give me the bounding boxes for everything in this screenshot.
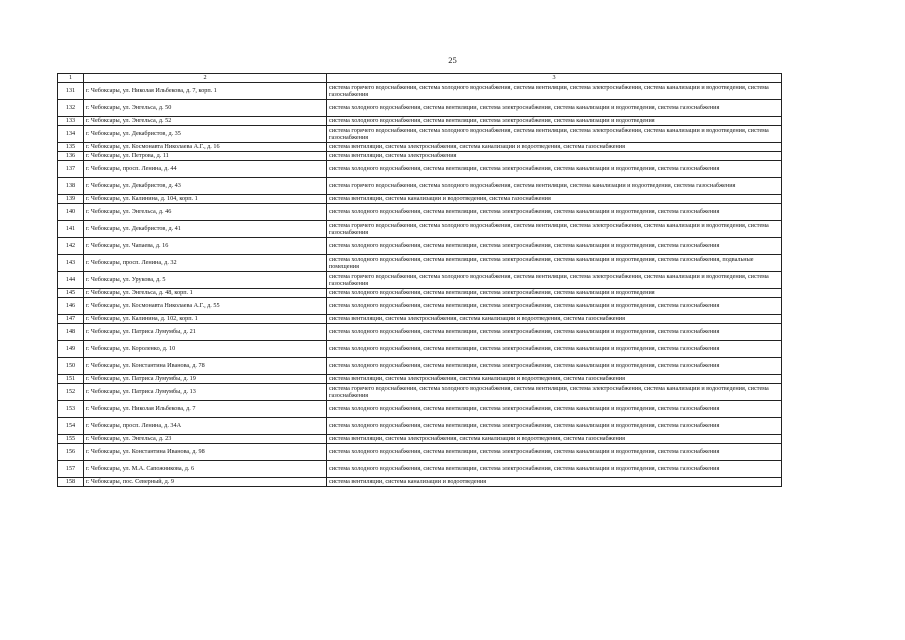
systems-cell: система вентиляции, система электроснабжения, система канализации и водоотведения, система газоснабжения (327, 375, 782, 384)
systems-cell: система вентиляции, система электроснабжения (327, 152, 782, 161)
table-row (58, 315, 782, 324)
table-row (58, 375, 782, 384)
address-cell: г. Чебоксары, ул. Энгельса, д. 48, корп. 1 (84, 289, 327, 298)
systems-cell: система холодного водоснабжения, система вентиляции, система электроснабжения, система канализации и водоотведения, система газоснабжения (327, 358, 782, 375)
address-cell: г. Чебоксары, ул. Константина Иванова, д. 78 (84, 358, 327, 375)
systems-cell: система холодного водоснабжения, система вентиляции, система электроснабжения, система канализации и водоотведения, система газоснабжения (327, 341, 782, 358)
systems-cell: система холодного водоснабжения, система вентиляции, система электроснабжения, система канализации и водоотведения, система газоснабжения (327, 401, 782, 418)
row-number-cell: 145 (58, 289, 84, 298)
row-number-cell: 143 (58, 255, 84, 272)
table-row (58, 418, 782, 435)
column-header-systems: 3 (327, 74, 782, 83)
address-cell: г. Чебоксары, ул. Константина Иванова, д. 98 (84, 444, 327, 461)
systems-cell: система холодного водоснабжения, система вентиляции, система электроснабжения, система канализации и водоотведения (327, 289, 782, 298)
table-row (58, 358, 782, 375)
systems-cell: система вентиляции, система электроснабжения, система канализации и водоотведения, система газоснабжения (327, 143, 782, 152)
table-row (58, 152, 782, 161)
systems-cell: система горячего водоснабжения, система холодного водоснабжения, система вентиляции, система электроснабжения, система канализации и водоотведения, система газоснабжения (327, 221, 782, 238)
table-row (58, 324, 782, 341)
row-number-cell: 152 (58, 384, 84, 401)
address-cell: г. Чебоксары, ул. Декабристов, д. 41 (84, 221, 327, 238)
row-number-cell: 132 (58, 100, 84, 117)
table-row (58, 384, 782, 401)
row-number-cell: 131 (58, 83, 84, 100)
row-number-cell: 133 (58, 117, 84, 126)
systems-cell: система холодного водоснабжения, система вентиляции, система электроснабжения, система канализации и водоотведения (327, 117, 782, 126)
systems-cell: система вентиляции, система электроснабжения, система канализации и водоотведения, система газоснабжения (327, 315, 782, 324)
table-row (58, 401, 782, 418)
systems-cell: система холодного водоснабжения, система вентиляции, система электроснабжения, система канализации и водоотведения, система газоснабжения (327, 444, 782, 461)
address-cell: г. Чебоксары, ул. Калинина, д. 104, корп. 1 (84, 195, 327, 204)
address-cell: г. Чебоксары, просп. Ленина, д. 44 (84, 161, 327, 178)
row-number-cell: 144 (58, 272, 84, 289)
address-cell: г. Чебоксары, ул. Патриса Лумумбы, д. 13 (84, 384, 327, 401)
systems-cell: система холодного водоснабжения, система вентиляции, система электроснабжения, система канализации и водоотведения, система газоснабжения (327, 461, 782, 478)
systems-cell: система холодного водоснабжения, система вентиляции, система электроснабжения, система канализации и водоотведения, система газоснабжения, подвальные помещения (327, 255, 782, 272)
systems-cell: система горячего водоснабжения, система холодного водоснабжения, система вентиляции, система электроснабжения, система канализации и водоотведения, система газоснабжения (327, 83, 782, 100)
table-row (58, 341, 782, 358)
systems-cell: система горячего водоснабжения, система холодного водоснабжения, система вентиляции, система электроснабжения, система канализации и водоотведения, система газоснабжения (327, 384, 782, 401)
systems-cell: система горячего водоснабжения, система холодного водоснабжения, система вентиляции, система электроснабжения, система канализации и водоотведения, система газоснабжения (327, 126, 782, 143)
systems-cell: система холодного водоснабжения, система вентиляции, система электроснабжения, система канализации и водоотведения, система газоснабжения (327, 418, 782, 435)
row-number-cell: 138 (58, 178, 84, 195)
table-row (58, 83, 782, 100)
address-cell: г. Чебоксары, ул. Энгельса, д. 52 (84, 117, 327, 126)
row-number-cell: 136 (58, 152, 84, 161)
buildings-table (57, 73, 782, 487)
systems-cell: система горячего водоснабжения, система холодного водоснабжения, система вентиляции, система электроснабжения, система канализации и водоотведения, система газоснабжения (327, 272, 782, 289)
systems-cell: система холодного водоснабжения, система вентиляции, система электроснабжения, система канализации и водоотведения, система газоснабжения (327, 161, 782, 178)
systems-cell: система горячего водоснабжения, система холодного водоснабжения, система вентиляции, система канализации и водоотведения, система газоснабжения (327, 178, 782, 195)
row-number-cell: 139 (58, 195, 84, 204)
row-number-cell: 134 (58, 126, 84, 143)
table-row (58, 221, 782, 238)
systems-cell: система холодного водоснабжения, система вентиляции, система электроснабжения, система канализации и водоотведения, система газоснабжения (327, 238, 782, 255)
table-row (58, 126, 782, 143)
address-cell: г. Чебоксары, просп. Ленина, д. 32 (84, 255, 327, 272)
systems-cell: система холодного водоснабжения, система вентиляции, система электроснабжения, система канализации и водоотведения, система газоснабжения (327, 298, 782, 315)
column-header-address: 2 (84, 74, 327, 83)
address-cell: г. Чебоксары, ул. М.А. Сапожникова, д. 6 (84, 461, 327, 478)
systems-cell: система холодного водоснабжения, система вентиляции, система электроснабжения, система канализации и водоотведения, система газоснабжения (327, 204, 782, 221)
table-row (58, 100, 782, 117)
table-row (58, 143, 782, 152)
systems-cell: система холодного водоснабжения, система вентиляции, система электроснабжения, система канализации и водоотведения, система газоснабжения (327, 100, 782, 117)
row-number-cell: 155 (58, 435, 84, 444)
address-cell: г. Чебоксары, ул. Энгельса, д. 46 (84, 204, 327, 221)
row-number-cell: 141 (58, 221, 84, 238)
row-number-cell: 148 (58, 324, 84, 341)
systems-cell: система вентиляции, система канализации и водоотведения, система газоснабжения (327, 195, 782, 204)
table-row (58, 117, 782, 126)
page-number: 25 (448, 55, 457, 65)
row-number-cell: 153 (58, 401, 84, 418)
row-number-cell: 135 (58, 143, 84, 152)
row-number-cell: 149 (58, 341, 84, 358)
address-cell: г. Чебоксары, ул. Декабристов, д. 43 (84, 178, 327, 195)
address-cell: г. Чебоксары, ул. Энгельса, д. 50 (84, 100, 327, 117)
address-cell: г. Чебоксары, ул. Космонавта Николаева А.Г., д. 55 (84, 298, 327, 315)
address-cell: г. Чебоксары, просп. Ленина, д. 34А (84, 418, 327, 435)
table-row (58, 161, 782, 178)
address-cell: г. Чебоксары, ул. Николая Ильбекова, д. 7 (84, 401, 327, 418)
table-row (58, 255, 782, 272)
row-number-cell: 154 (58, 418, 84, 435)
row-number-cell: 156 (58, 444, 84, 461)
address-cell: г. Чебоксары, ул. Калинина, д. 102, корп. 1 (84, 315, 327, 324)
address-cell: г. Чебоксары, ул. Чапаева, д. 16 (84, 238, 327, 255)
table-row (58, 238, 782, 255)
table-row (58, 272, 782, 289)
row-number-cell: 137 (58, 161, 84, 178)
address-cell: г. Чебоксары, ул. Патриса Лумумбы, д. 21 (84, 324, 327, 341)
table-row (58, 478, 782, 487)
table-row (58, 298, 782, 315)
address-cell: г. Чебоксары, ул. Николая Ильбекова, д. 7, корп. 1 (84, 83, 327, 100)
table-row (58, 195, 782, 204)
table-row (58, 289, 782, 298)
table-row (58, 444, 782, 461)
row-number-cell: 158 (58, 478, 84, 487)
row-number-cell: 140 (58, 204, 84, 221)
row-number-cell: 147 (58, 315, 84, 324)
systems-cell: система холодного водоснабжения, система вентиляции, система электроснабжения, система канализации и водоотведения, система газоснабжения (327, 324, 782, 341)
address-cell: г. Чебоксары, ул. Урукова, д. 5 (84, 272, 327, 289)
address-cell: г. Чебоксары, пос. Северный, д. 9 (84, 478, 327, 487)
address-cell: г. Чебоксары, ул. Петрова, д. 11 (84, 152, 327, 161)
address-cell: г. Чебоксары, ул. Короленко, д. 10 (84, 341, 327, 358)
table-row (58, 178, 782, 195)
systems-cell: система вентиляции, система канализации и водоотведения (327, 478, 782, 487)
address-cell: г. Чебоксары, ул. Декабристов, д. 35 (84, 126, 327, 143)
row-number-cell: 146 (58, 298, 84, 315)
table-row (58, 204, 782, 221)
table-row (58, 435, 782, 444)
table-row (58, 461, 782, 478)
address-cell: г. Чебоксары, ул. Патриса Лумумбы, д. 19 (84, 375, 327, 384)
address-cell: г. Чебоксары, ул. Космонавта Николаева А.Г., д. 16 (84, 143, 327, 152)
row-number-cell: 142 (58, 238, 84, 255)
row-number-cell: 157 (58, 461, 84, 478)
row-number-cell: 150 (58, 358, 84, 375)
systems-cell: система вентиляции, система электроснабжения, система канализации и водоотведения, система газоснабжения (327, 435, 782, 444)
address-cell: г. Чебоксары, ул. Энгельса, д. 23 (84, 435, 327, 444)
column-header-number: 1 (58, 74, 84, 83)
row-number-cell: 151 (58, 375, 84, 384)
table-header-row (58, 74, 782, 83)
